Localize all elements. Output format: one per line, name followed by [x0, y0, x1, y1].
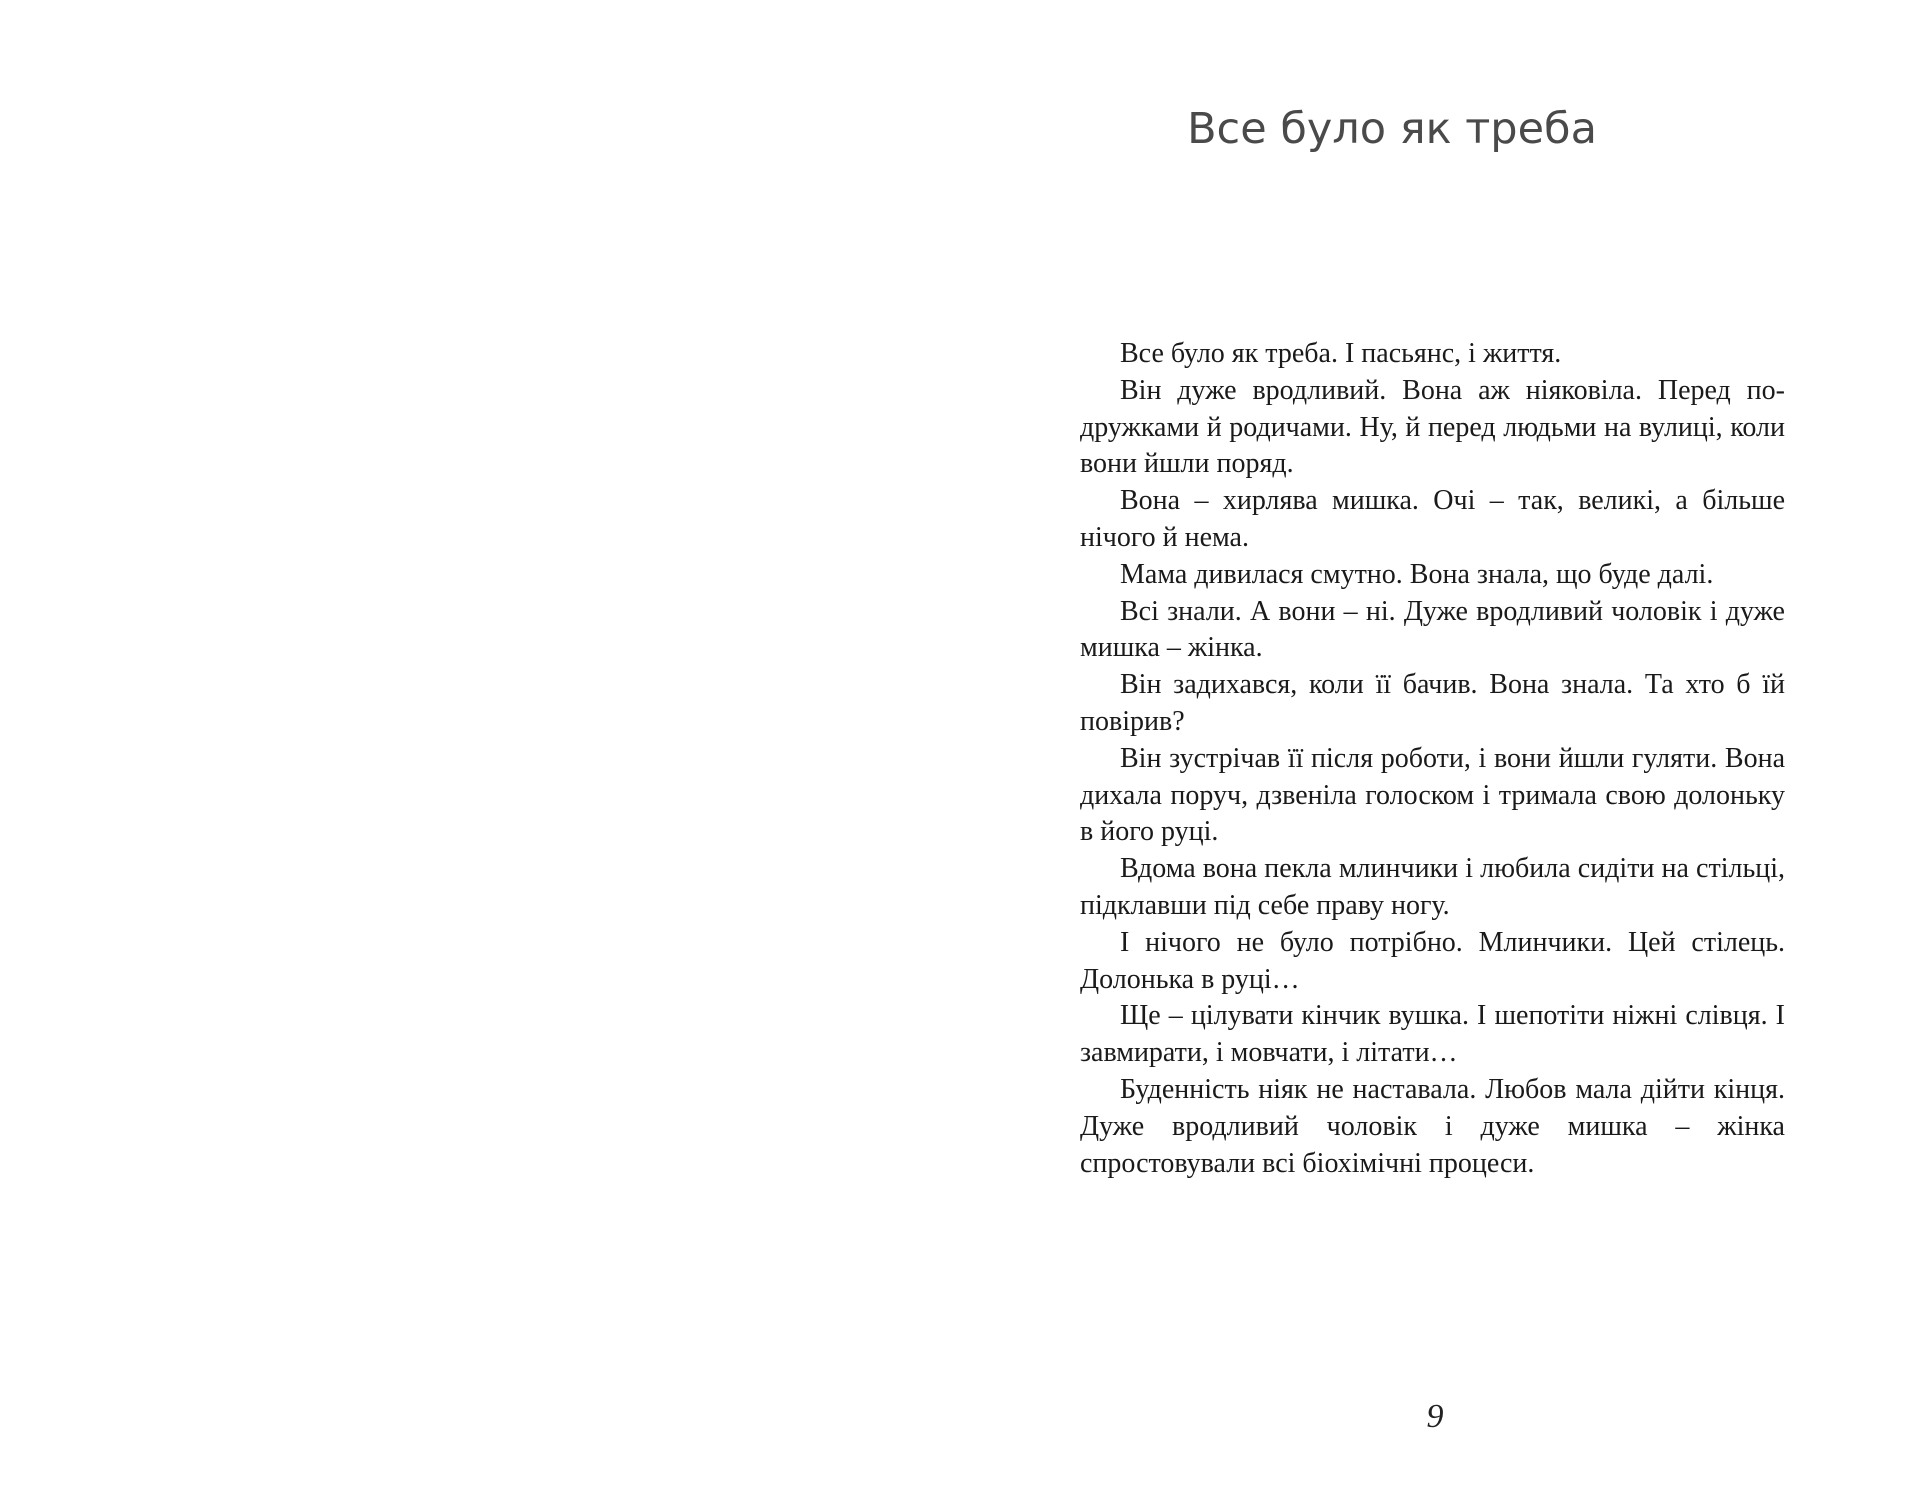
paragraph: Мама дивилася смутно. Вона знала, що буде далі.	[1120, 558, 1714, 590]
paragraph: Він дуже вродливий. Вона аж ніяковіла. Перед подружками й родичами. Ну, й перед людьми на вулиці, коли вони йшли поряд.	[1080, 374, 1785, 480]
paragraph: Вона – хирлява мишка. Очі – так, великі, а більше нічого й нема.	[1080, 485, 1785, 553]
chapter-title: Все було як треба	[1187, 104, 1597, 154]
paragraph: І нічого не було потрібно. Млинчики. Цей стілець. Долонька в руці…	[1080, 926, 1785, 995]
paragraph: Він задихався, коли її бачив. Вона знала. Та хто б їй повірив?	[1080, 669, 1785, 737]
paragraph: Ще – цілувати кінчик вушка. І шепотіти ніжні слівця. І завмирати, і мовчати, і літати…	[1080, 1000, 1785, 1069]
paragraph: Все було як треба. І пасьянс, і життя.	[1120, 338, 1562, 369]
page-number: 9	[1426, 1398, 1444, 1435]
paragraph: Всі знали. А вони – ні. Дуже вродливий чоловік і дуже мишка – жінка.	[1080, 595, 1785, 664]
body-text	[1080, 336, 1785, 1182]
paragraph: Вдома вона пекла млинчики і любила сидіти на стільці, підклавши під себе праву ногу.	[1080, 853, 1785, 921]
paragraph: Буденність ніяк не наставала. Любов мала дійти кінця. Дуже вродливий чоловік і дуже мишка – жінка спростовували всі біохімічні процеси.	[1080, 1073, 1785, 1179]
paragraph: Він зустрічав її після роботи, і вони йшли гуляти. Вона дихала поруч, дзвеніла голоском і тримала свою долоньку в його руці.	[1080, 742, 1785, 848]
